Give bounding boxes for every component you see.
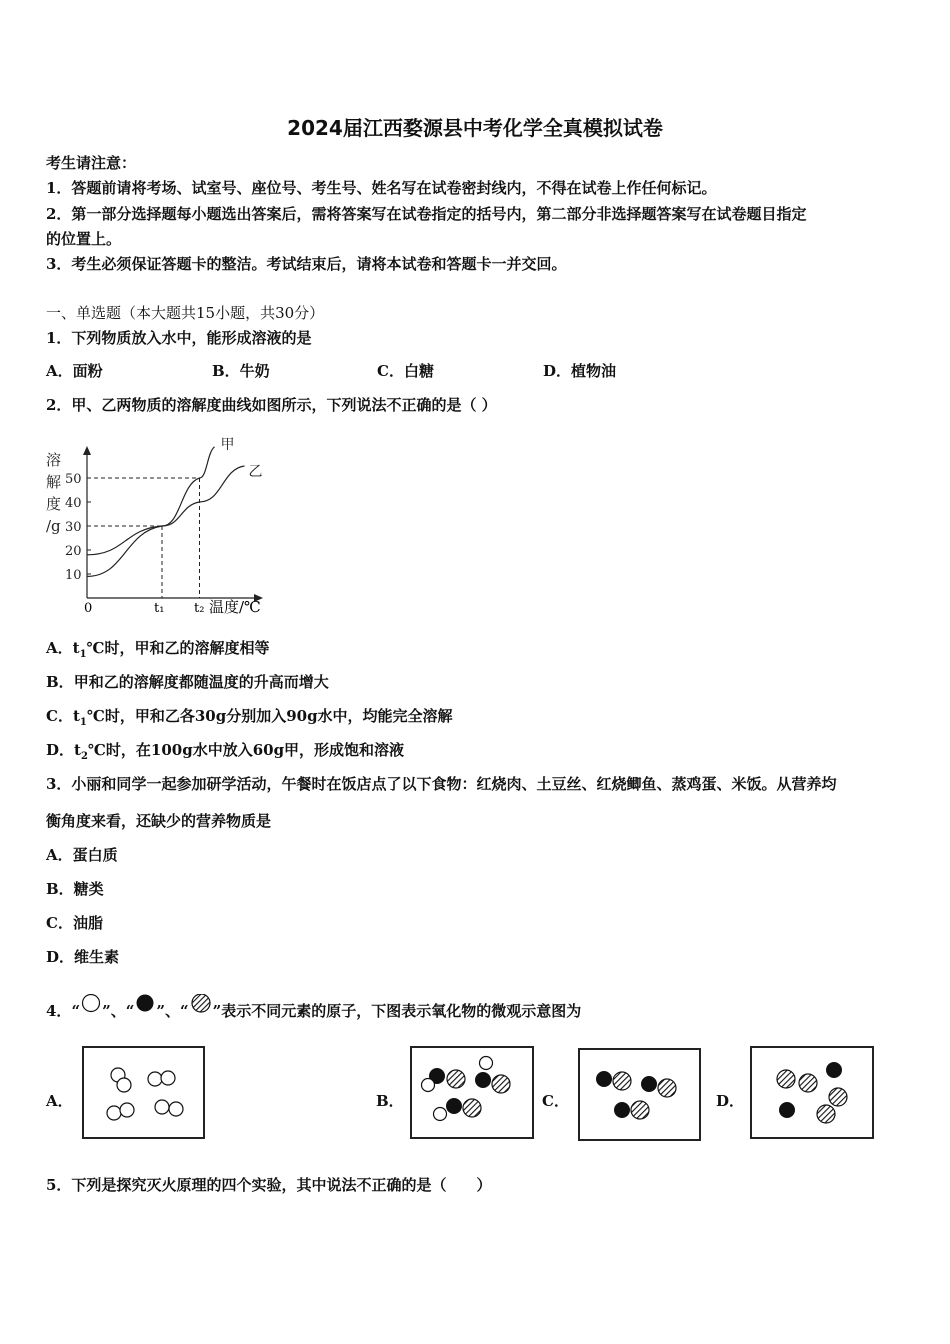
q3-option-b: B．糖类 bbox=[46, 880, 104, 898]
notice-item: 的位置上。 bbox=[46, 230, 122, 248]
series-line bbox=[87, 447, 215, 577]
molecule-diagram bbox=[84, 1048, 203, 1137]
q2-option-c: C．$t_1℃$时，甲和乙各30g分别加入90g水中，均能完全溶解 bbox=[46, 707, 453, 728]
q4-option-label: D． bbox=[716, 1092, 745, 1110]
q4-stem: 4．“ ”、“ ”、“ ”表示不同元素的原子，下图表示氧化物的微观示意图为 bbox=[46, 994, 581, 1021]
solubility-chart bbox=[42, 430, 282, 620]
q4-option-b-box[interactable] bbox=[410, 1046, 534, 1139]
y-tick-label: 20 bbox=[65, 544, 82, 559]
q3-stem: 衡角度来看，还缺少的营养物质是 bbox=[46, 812, 272, 830]
q5-stem: 5．下列是探究灭火原理的四个实验，其中说法不正确的是（ ） bbox=[46, 1176, 492, 1194]
series-label: 甲 bbox=[220, 436, 235, 453]
q1-option-b: B．牛奶 bbox=[212, 362, 270, 380]
x-tick-label: t₁ bbox=[154, 601, 165, 616]
hatched-atom-icon bbox=[189, 994, 213, 1014]
ylabel-char: 解 bbox=[46, 473, 62, 491]
q3-option-d: D．维生素 bbox=[46, 948, 120, 966]
x-tick-label: t₂ bbox=[194, 601, 205, 616]
q2-option-b: B．甲和乙的溶解度都随温度的升高而增大 bbox=[46, 673, 329, 691]
ylabel-char: 度 bbox=[46, 495, 62, 513]
ylabel-char: 溶 bbox=[46, 451, 62, 469]
q4-option-label: C． bbox=[542, 1092, 569, 1110]
q1-option-d: D．植物油 bbox=[543, 362, 617, 380]
x-axis-label: 温度/℃ bbox=[209, 598, 261, 616]
molecule-diagram bbox=[412, 1048, 532, 1137]
ylabel-char: /g bbox=[46, 517, 61, 535]
q4-option-label: A． bbox=[46, 1092, 73, 1110]
q3-stem: 3．小丽和同学一起参加研学活动，午餐时在饭店点了以下食物：红烧肉、土豆丝、红烧鲫鱼、蒸鸡蛋、米饭。从营养均 bbox=[46, 775, 837, 793]
series-line bbox=[87, 466, 245, 555]
y-tick-label: 30 bbox=[65, 520, 82, 535]
origin-label: 0 bbox=[84, 601, 93, 616]
y-tick-label: 10 bbox=[65, 568, 82, 583]
y-tick-label: 40 bbox=[65, 496, 82, 511]
y-tick-label: 50 bbox=[65, 472, 82, 487]
q2-stem: 2．甲、乙两物质的溶解度曲线如图所示，下列说法不正确的是（ ） bbox=[46, 396, 497, 414]
q2-option-d: D．$t_2℃$时，在100g水中放入60g甲，形成饱和溶液 bbox=[46, 741, 405, 762]
y-axis-arrow bbox=[83, 446, 91, 455]
molecule-diagram bbox=[580, 1050, 699, 1139]
series-label: 乙 bbox=[248, 464, 263, 480]
notice-item: 2．第一部分选择题每小题选出答案后，需将答案写在试卷指定的括号内，第二部分非选择题答案写在试卷题目指定 bbox=[46, 205, 807, 223]
q1-option-a: A．面粉 bbox=[46, 362, 103, 380]
page-title: 2024届江西婺源县中考化学全真模拟试卷 bbox=[287, 116, 663, 140]
q3-option-c: C．油脂 bbox=[46, 914, 103, 932]
q1-option-c: C．白糖 bbox=[377, 362, 434, 380]
section-heading: 一、单选题（本大题共15小题，共30分） bbox=[46, 304, 325, 322]
q2-option-a: A．$t_1℃$时，甲和乙的溶解度相等 bbox=[46, 639, 270, 660]
q1-stem: 1．下列物质放入水中，能形成溶液的是 bbox=[46, 329, 312, 347]
molecule-diagram bbox=[752, 1048, 872, 1137]
notice-item: 3．考生必须保证答题卡的整洁。考试结束后，请将本试卷和答题卡一并交回。 bbox=[46, 255, 567, 273]
notice-item: 1．答题前请将考场、试室号、座位号、考生号、姓名写在试卷密封线内，不得在试卷上作任何标记。 bbox=[46, 179, 717, 197]
q4-option-d-box[interactable] bbox=[750, 1046, 874, 1139]
notice-heading: 考生请注意： bbox=[46, 154, 137, 172]
black-atom-icon bbox=[134, 994, 156, 1014]
q3-option-a: A．蛋白质 bbox=[46, 846, 118, 864]
q4-option-c-box[interactable] bbox=[578, 1048, 701, 1141]
q4-option-a-box[interactable] bbox=[82, 1046, 205, 1139]
white-atom-icon bbox=[80, 994, 102, 1014]
q4-option-label: B． bbox=[376, 1092, 404, 1110]
